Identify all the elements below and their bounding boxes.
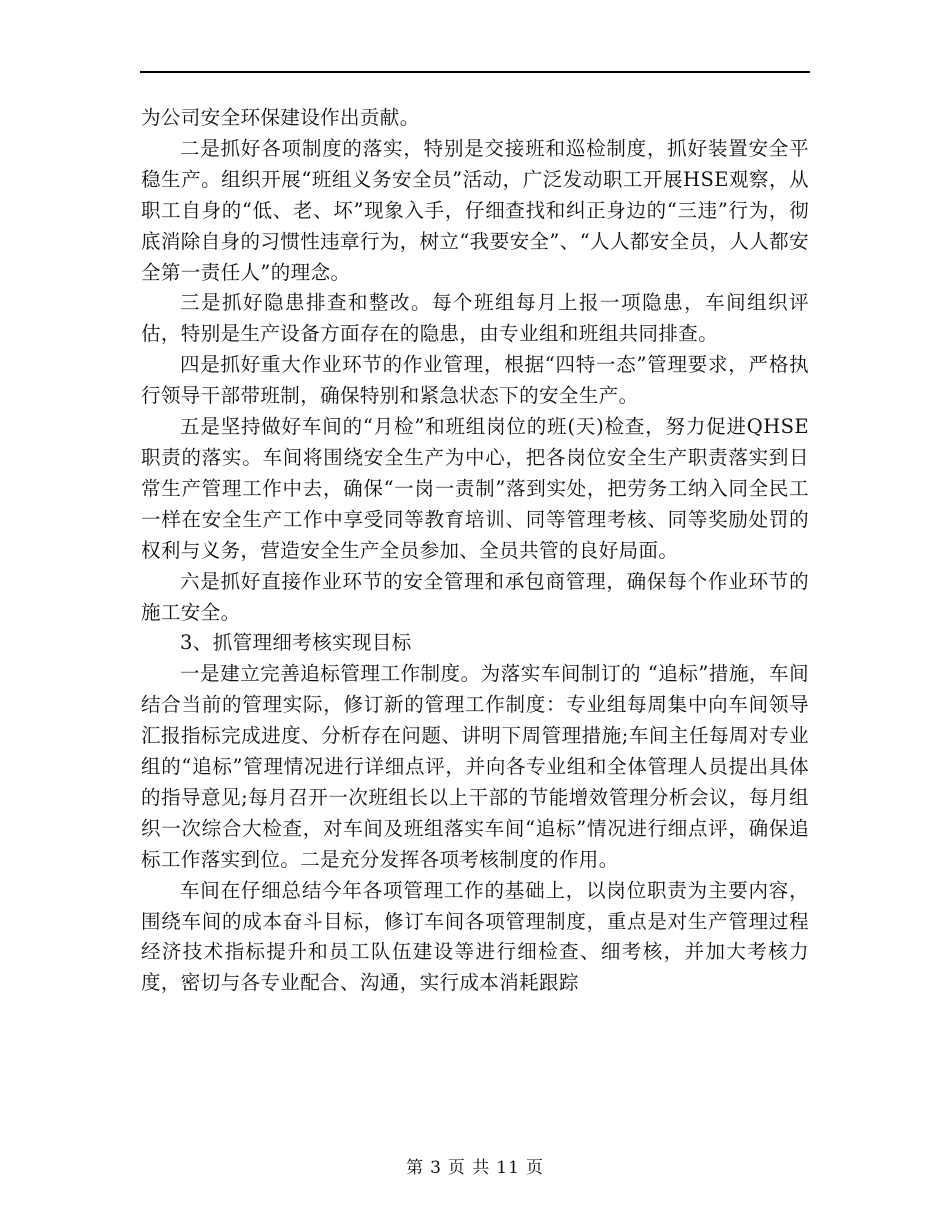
paragraph-contractor-management: 六是抓好直接作业环节的安全管理和承包商管理，确保每个作业环节的施工安全。	[141, 569, 809, 624]
paragraph-system-implementation: 二是抓好各项制度的落实，特别是交接班和巡检制度，抓好装置安全平稳生产。组织开展“班组义务安全员”活动，广泛发动职工开展HSE观察，从职工自身的“低、老、坏”现象入手，仔细查找和纠正身边的“三违”行为，彻底消除自身的习惯性违章行为，树立“我要安全”、“人人都安全员，人人都安全第一责任人”的理念。	[141, 136, 809, 284]
footer-total-pages: 11	[496, 1158, 520, 1178]
footer-prefix: 第	[406, 1158, 425, 1178]
footer-middle: 页 共	[447, 1158, 491, 1178]
paragraph-major-operations: 四是抓好重大作业环节的作业管理，根据“四特一态”管理要求，严格执行领导干部带班制，确保特别和紧急状态下的安全生产。	[141, 353, 809, 408]
page-footer	[0, 1153, 950, 1178]
footer-current-page: 3	[430, 1158, 442, 1178]
section-heading: 3、抓管理细考核实现目标	[180, 631, 412, 655]
paragraph-monthly-inspection: 五是坚持做好车间的“月检”和班组岗位的班(天)检查，努力促进QHSE职责的落实。车间将围绕安全生产为中心，把各岗位安全生产职责落实到日常生产管理工作中去，确保“一岗一责制”落到实处，把劳务工纳入同全民工一样在安全生产工作中享受同等教育培训、同等管理考核、同等奖励处罚的权利与义务，营造安全生产全员参加、全员共管的良好局面。	[141, 415, 809, 562]
paragraph-hazard-inspection: 三是抓好隐患排查和整改。每个班组每月上报一项隐患，车间组织评估，特别是生产设备方面存在的隐患，由专业组和班组共同排查。	[141, 291, 809, 346]
body-text	[141, 103, 809, 999]
header-rule	[140, 71, 810, 73]
paragraph-continuation: 为公司安全环保建设作出贡献。	[141, 106, 420, 129]
paragraph-assessment: 车间在仔细总结今年各项管理工作的基础上，以岗位职责为主要内容，围绕车间的成本奋斗目标，修订车间各项管理制度，重点是对生产管理过程经济技术指标提升和员工队伍建设等进行细检查、细考核，并加大考核力度，密切与各专业配合、沟通，实行成本消耗跟踪	[141, 878, 809, 995]
footer-suffix: 页	[525, 1158, 544, 1178]
paragraph-target-system: 一是建立完善追标管理工作制度。为落实车间制订的 “追标”措施，车间结合当前的管理实际，修订新的管理工作制度：专业组每周集中向车间领导汇报指标完成进度、分析存在问题、讲明下周管理措施;车间主任每周对专业组的“追标”管理情况进行详细点评，并向各专业组和全体管理人员提出具体的指导意见;每月召开一次班组长以上干部的节能增效管理分析会议，每月组织一次综合大检查，对车间及班组落实车间“追标”情况进行细点评，确保追标工作落实到位。二是充分发挥各项考核制度的作用。	[141, 662, 809, 871]
